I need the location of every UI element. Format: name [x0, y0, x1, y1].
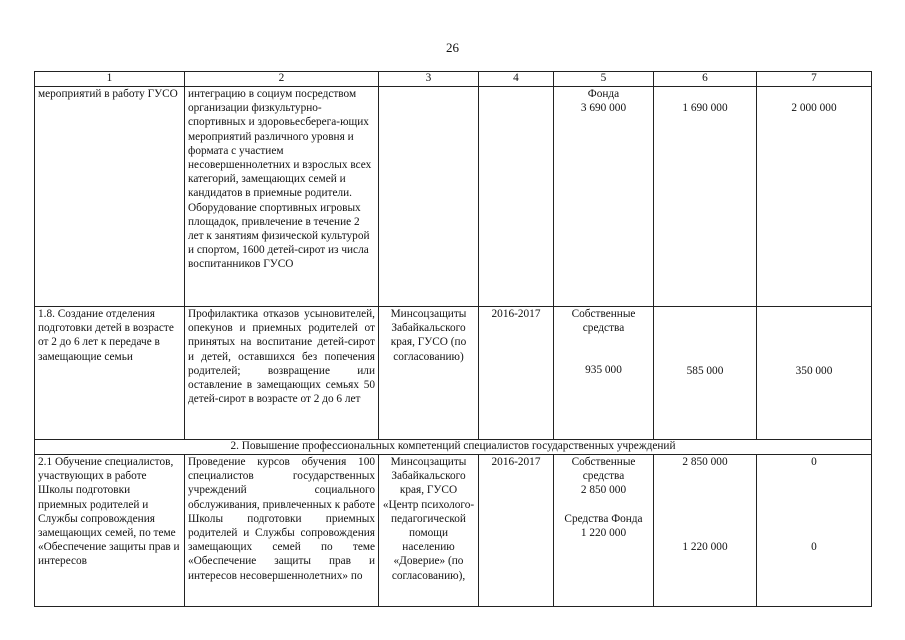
period-cell: 2016-2017	[479, 455, 554, 607]
amount-value: 0	[811, 541, 817, 554]
section-heading: 2. Повышение профессиональных компетенций специалистов государственных учреждений	[35, 440, 872, 455]
column-number: 5	[554, 72, 654, 87]
amount-value: 1 220 000	[682, 541, 728, 554]
amount-value: 350 000	[795, 365, 833, 377]
funding-total-cell	[554, 307, 654, 440]
activity-cell: мероприятий в работу ГУСО	[35, 87, 185, 307]
section-row	[35, 440, 872, 455]
funding-year1-cell	[654, 307, 757, 440]
executor-cell: Минсоцзащиты Забайкальского края, ГУСО «Центр психолого-педагогической помощи населению «Доверие» (по согласованию),	[379, 455, 479, 607]
column-number-row	[35, 72, 872, 87]
funding-year1-cell	[654, 455, 757, 607]
amount-value: 2 850 000	[580, 484, 627, 497]
period-cell: 2016-2017	[479, 307, 554, 440]
table-row	[35, 455, 872, 607]
column-number: 4	[479, 72, 554, 87]
amount-value: 2 000 000	[791, 102, 837, 114]
amount-value: 585 000	[686, 365, 724, 377]
amount-value: 1 690 000	[682, 102, 728, 114]
expected-result-cell: Проведение курсов обучения 100 специалистов государственных учреждений социального обслуживания, привлеченных к работе Школы подготовки приемных родителей и Службы сопровождения замещающих семей по теме «Обеспечение защиты прав и интересов несовершеннолетних» по	[185, 455, 379, 607]
table-row	[35, 87, 872, 307]
amount-value: 935 000	[585, 364, 622, 377]
funding-year2-cell	[757, 87, 872, 307]
activity-cell: 2.1 Обучение специалистов, участвующих в работе Школы подготовки приемных родителей и Службы сопровождения замещающих семей, по теме «Обеспечение защиты прав и интересов	[35, 455, 185, 607]
funding-total-cell	[554, 455, 654, 607]
executor-cell: Минсоцзащиты Забайкальского края, ГУСО (по согласованию)	[379, 307, 479, 440]
page-number: 26	[446, 40, 459, 55]
amount-value: 0	[811, 456, 817, 468]
column-number: 2	[185, 72, 379, 87]
amount-value: 1 220 000	[580, 526, 627, 539]
column-number: 3	[379, 72, 479, 87]
amount-value: 2 850 000	[682, 456, 728, 468]
column-number: 1	[35, 72, 185, 87]
funding-source-label: Средства Фонда	[564, 512, 643, 525]
program-table	[34, 71, 872, 607]
executor-cell	[379, 87, 479, 307]
column-number: 6	[654, 72, 757, 87]
activity-cell: 1.8. Создание отделения подготовки детей в возрасте от 2 до 6 лет к передаче в замещающие семьи	[35, 307, 185, 440]
funding-year2-cell	[757, 307, 872, 440]
column-number: 7	[757, 72, 872, 87]
funding-year1-cell	[654, 87, 757, 307]
period-cell	[479, 87, 554, 307]
expected-result-cell: интеграцию в социум посредством организации физкультурно-спортивных и здоровьесберега-ющих мероприятий различного уровня и формата с участием несовершеннолетних и взрослых всех категорий, замещающих семей и кандидатов в приемные родители. Оборудование спортивных игровых площадок, привлечение в течение 2 лет к занятиям физической культурой и спортом, 1600 детей-сирот из числа воспитанников ГУСО	[185, 87, 379, 307]
funding-source-label: Собственные средства	[571, 308, 636, 335]
expected-result-cell: Профилактика отказов усыновителей, опекунов и приемных родителей от принятых на воспитание детей-сирот и детей, оставшихся без попечения родителей; возвращение или оставление в замещающих семьях 50 детей-сирот в возрасте от 2 до 6 лет	[185, 307, 379, 440]
funding-year2-cell	[757, 455, 872, 607]
funding-total-cell: Фонда 3 690 000	[554, 87, 654, 307]
table-row	[35, 307, 872, 440]
funding-source-label: Собственные средства	[571, 456, 636, 483]
